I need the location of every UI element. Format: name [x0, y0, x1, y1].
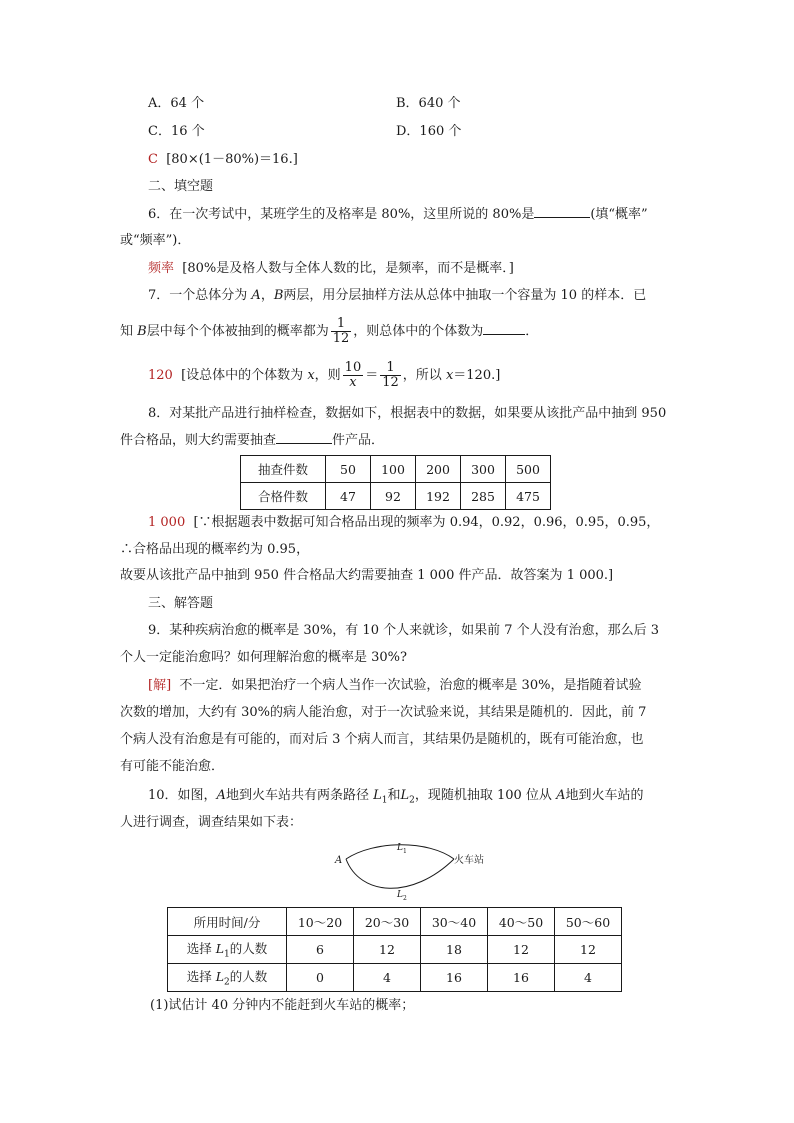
table-cell: 100: [371, 456, 416, 483]
table-cell: 0: [287, 964, 354, 992]
route-diagram: [330, 838, 490, 902]
q9-line2: 个人一定能治愈吗？如何理解治愈的概率是 30%?: [120, 650, 407, 665]
table-cell: 20～30: [354, 908, 421, 936]
q9-solution-line1: [解] 不一定．如果把治疗一个病人当作一次试验，治愈的概率是 30%，是指随着试验: [148, 678, 642, 693]
q8-sampling-table: [240, 455, 551, 510]
q7-blank: [483, 321, 525, 335]
option-d: D．160 个: [396, 124, 462, 139]
table-cell: 30～40: [421, 908, 488, 936]
table-cell: 16: [421, 964, 488, 992]
q8-blank: [276, 430, 332, 444]
table-cell: 300: [461, 456, 506, 483]
q8-line1: 8．对某批产品进行抽样检查，数据如下，根据表中的数据，如果要从该批产品中抽到 950: [148, 406, 667, 421]
table-row: [241, 456, 551, 483]
table-cell: 12: [488, 936, 555, 964]
table-cell: 16: [488, 964, 555, 992]
solution-tag: [解]: [148, 678, 172, 693]
table-cell: 合格件数: [241, 483, 326, 510]
table-cell: 4: [354, 964, 421, 992]
table-cell: 285: [461, 483, 506, 510]
table-cell: 40～50: [488, 908, 555, 936]
table-cell: 47: [326, 483, 371, 510]
route-l2-label: L: [397, 890, 403, 900]
table-cell: 12: [555, 936, 622, 964]
section-answer-title: 三、解答题: [148, 596, 214, 611]
q8-answer-number: 1 000: [148, 515, 186, 530]
table-cell: 10～20: [287, 908, 354, 936]
table-cell: 4: [555, 964, 622, 992]
q7-answer-number: 120: [148, 368, 173, 383]
table-cell: 192: [416, 483, 461, 510]
table-cell: 选择 $L_1$的人数: [168, 936, 287, 964]
option-b: B．640 个: [396, 96, 461, 111]
table-cell: 18: [421, 936, 488, 964]
q6-explain: [80%是及格人数与全体人数的比，是频率，而不是概率．]: [182, 261, 514, 276]
table-cell: 200: [416, 456, 461, 483]
route-l1-sub: 1: [403, 848, 407, 855]
q6-line2: 或“频率”)．: [120, 233, 191, 248]
q9-solution-line2: 次数的增加，大约有 30%的病人能治愈，对于一次试验来说，其结果是随机的．因此，前 7: [120, 705, 647, 720]
table-row: [168, 964, 622, 992]
q10-survey-table: [167, 907, 622, 992]
table-cell: 500: [506, 456, 551, 483]
table-cell: 6: [287, 936, 354, 964]
table-row: [168, 908, 622, 936]
q8-explain-line3: 故要从该批产品中抽到 950 件合格品大约需要抽查 1 000 件产品．故答案为 1 000.]: [120, 568, 614, 583]
q8-answer: 1 000 [∵根据题表中数据可知合格品出现的频率为 0.94，0.92，0.96，0.95，0.95，: [148, 515, 660, 530]
q10-line1: 10．如图，A地到火车站共有两条路径 $L_1$和$L_2$，现随机抽取 100 位从 A地到火车站的: [148, 788, 644, 806]
q6-answer-word: 频率: [148, 261, 175, 276]
q5-answer-letter: C: [148, 152, 158, 167]
table-cell: 50: [326, 456, 371, 483]
table-row: [168, 936, 622, 964]
q7-answer: 120 [设总体中的个体数为 x，则 $\frac{10}{x}$ ＝ $\frac{1}{12}$ ，所以 x＝120.]: [148, 360, 501, 390]
route-l2-path: [346, 859, 454, 888]
q9-solution-line4: 有可能不能治愈．: [120, 759, 225, 774]
table-cell: 92: [371, 483, 416, 510]
point-a-label: A: [335, 855, 343, 866]
q8-explain-line2: ∴合格品出现的概率约为 0.95，: [120, 542, 310, 557]
q7-fraction: $\frac{1}{12}$: [332, 316, 350, 346]
q5-answer: [148, 150, 298, 170]
q6-answer: [148, 259, 514, 279]
table-cell: 选择 $L_2$的人数: [168, 964, 287, 992]
station-label: 火车站: [454, 855, 484, 866]
q9-solution-line3: 个病人没有治愈是有可能的，而对后 3 个病人而言，其结果仍是随机的，既有可能治愈，也: [120, 732, 644, 747]
q6-line1: 6．在一次考试中，某班学生的及格率是 80%，这里所说的 80%是 (填“概率”: [148, 204, 648, 225]
q7-fraction-2: $\frac{1}{12}$: [382, 360, 399, 390]
table-cell: 475: [506, 483, 551, 510]
q10-line2: 人进行调查，调查结果如下表：: [120, 815, 303, 830]
option-a: A．64 个: [148, 96, 205, 111]
table-cell: 所用时间/分: [168, 908, 287, 936]
q7-line2: 知 B层中每个个体被抽到的概率都为 $\frac{1}{12}$ ，则总体中的个体数为 ．: [120, 316, 539, 346]
option-c: C．16 个: [148, 124, 205, 139]
table-cell: 抽查件数: [241, 456, 326, 483]
q7-fraction-1: $\frac{10}{x}$: [344, 360, 362, 390]
q6-blank: [534, 204, 590, 218]
table-cell: 50～60: [555, 908, 622, 936]
table-cell: 12: [354, 936, 421, 964]
route-l1-label: L: [397, 843, 403, 853]
route-l2-sub: 2: [403, 895, 407, 902]
section-fill-in-title: 二、填空题: [148, 179, 214, 194]
q7-line1: 7．一个总体分为 A，B两层，用分层抽样方法从总体中抽取一个容量为 10 的样本．已: [148, 288, 647, 303]
q8-line2: 件合格品，则大约需要抽查 件产品．: [120, 430, 384, 451]
table-row: [241, 483, 551, 510]
q10-sub-question-1: (1)试估计 40 分钟内不能赶到火车站的概率；: [150, 998, 415, 1013]
q5-answer-text: [80×(1－80%)＝16.]: [166, 152, 298, 167]
q9-line1: 9．某种疾病治愈的概率是 30%，有 10 个人来就诊，如果前 7 个人没有治愈，那么后 3: [148, 623, 660, 638]
